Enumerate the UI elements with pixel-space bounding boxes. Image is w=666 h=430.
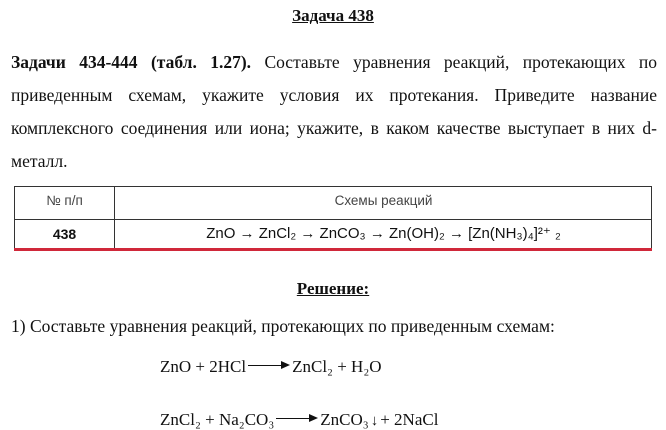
scheme-table — [14, 186, 652, 250]
equation-2-right: ZnCO₃ — [320, 410, 369, 429]
table-header-number: № п/п — [46, 193, 83, 208]
table-cell-scheme: ZnO → ZnCl₂ → ZnCO₃ → Zn(OH)₂ → [Zn(NH₃)₄]²⁺ ₂ — [206, 225, 561, 242]
solution-step-1: 1) Составьте уравнения реакций, протекающих по приведенным схемам: — [11, 316, 555, 336]
task-range-label: Задачи 434-444 (табл. 1.27). — [11, 52, 252, 72]
table-cell-number: 438 — [52, 226, 77, 242]
task-text: Составьте уравнения реакций, протекающих по приведенным схемам, укажите условия их протекания. Приведите название комплексного соединения или иона; укажите, в каком качестве выступает в них d-металл. — [11, 52, 657, 171]
solution-title: Решение: — [296, 279, 370, 298]
equation-1-left: ZnO + 2HCl — [160, 357, 247, 376]
table-header-schemes: Схемы реакций — [334, 193, 433, 208]
equation-2-left: ZnCl₂ + Na₂CO₃ — [160, 410, 275, 429]
reaction-arrow-icon — [248, 361, 290, 371]
task-statement — [11, 46, 657, 178]
equation-2 — [160, 410, 438, 430]
equation-1 — [160, 357, 382, 377]
accent-divider — [14, 248, 652, 251]
precipitate-arrow-icon: ↓ — [370, 413, 379, 429]
equation-2-tail: + 2NaCl — [380, 410, 439, 429]
page-title: Задача 438 — [292, 6, 374, 25]
equation-1-right: ZnCl₂ + H₂O — [292, 357, 382, 376]
reaction-arrow-icon — [276, 414, 318, 424]
